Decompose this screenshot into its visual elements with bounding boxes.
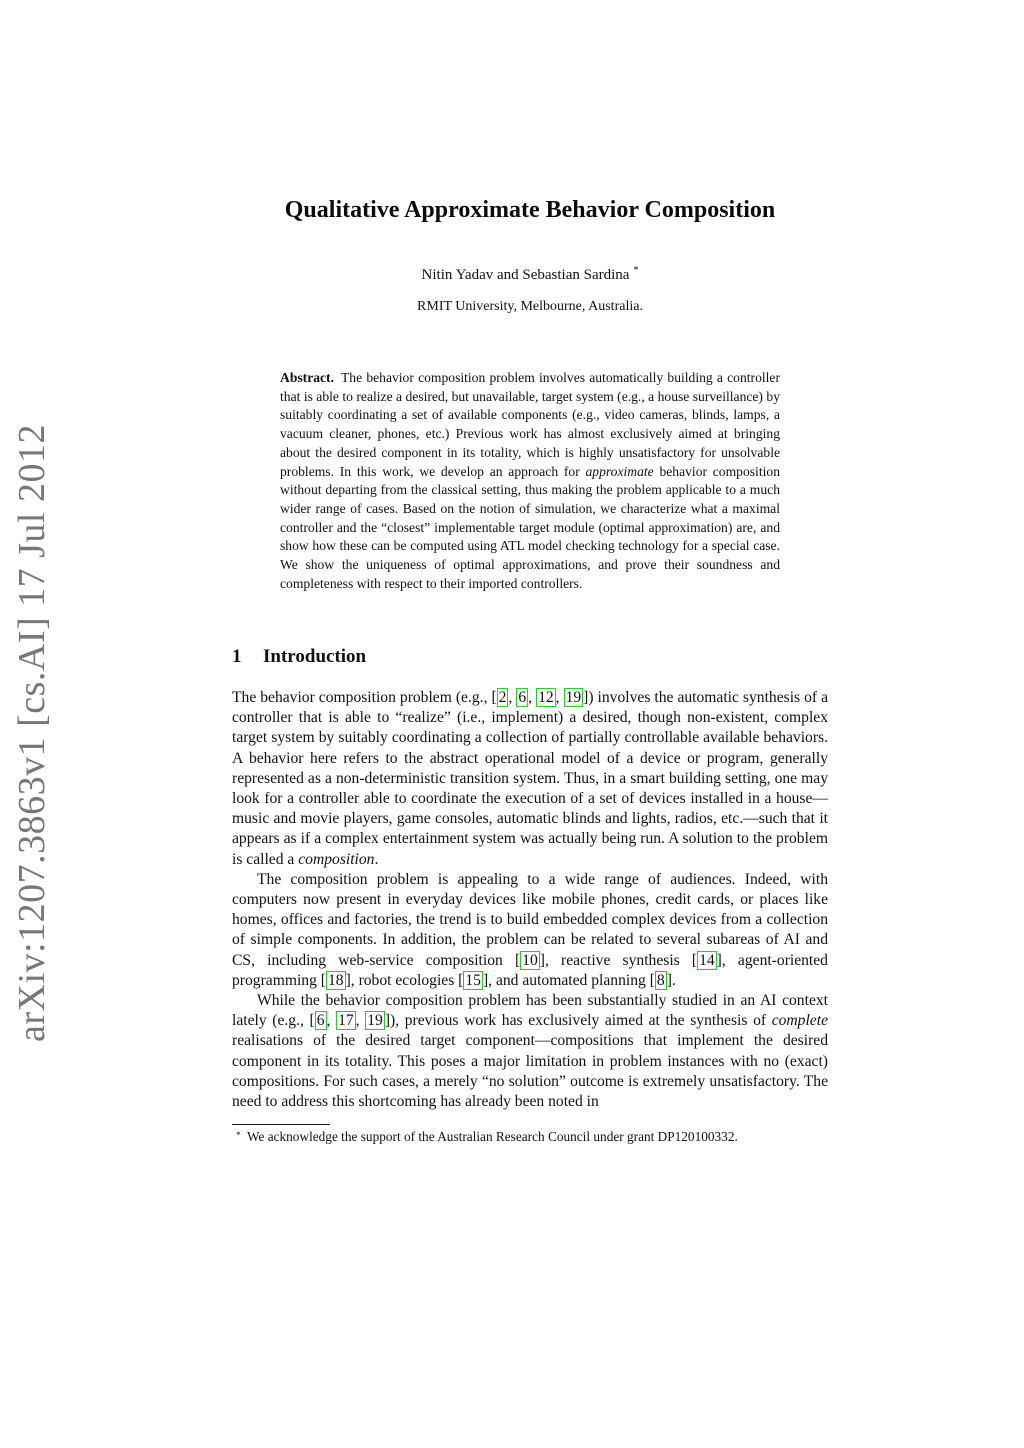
abstract-label: Abstract. — [280, 370, 334, 385]
footnote-text: We acknowledge the support of the Australian Research Council under grant DP120100332. — [247, 1129, 738, 1144]
citation-link[interactable]: 8 — [656, 971, 665, 989]
paragraph-1: The behavior composition problem (e.g., [ 2 , 6 , 12 , 19 ]) involves the automatic synthesis of a controller that is able to “realize” (i.e., implement) a desired, though non-existent, complex target system by suitably coordinating a collection of partially controllable available behaviors. A behavior here refers to the abstract operational model of a device or program, generally represented as a non-deterministic transition system. Thus, in a smart building setting, one may look for a controller able to coordinate the execution of a set of devices installed in a house—music and movie players, game consoles, automatic blinds and lights, radios, etc.—such that it appears as if a complex entertainment system was actually being run. A solution to the problem is called a composition. — [232, 689, 829, 868]
p1-text: ]) involves the automatic synthesis of a controller that is able to “realize” (i.e., implement) a desired, though non-existent, complex target system by suitably coordinating a collection of partially controllable available behaviors. A behavior here refers to the abstract operational model of a device or program, generally represented as a non-deterministic transition system. Thus, in a smart building setting, one may look for a controller able to coordinate the execution of a set of devices installed in a house—music and movie players, game consoles, automatic blinds and lights, radios, etc.—such that it appears as if a complex entertainment system was actually being run. A solution to the problem is called a — [232, 689, 829, 868]
citation-link[interactable]: 14 — [699, 951, 715, 969]
section-heading — [232, 644, 828, 670]
author-footnote-mark: * — [633, 265, 639, 276]
footnote — [232, 1128, 828, 1146]
footnote-mark: * — [236, 1130, 241, 1140]
paragraph-2 — [232, 870, 828, 991]
p3-text: ]), previous work has exclusively aimed at the synthesis of — [384, 1012, 772, 1030]
abstract-text-part-2: behavior composition without departing from the classical setting, thus making the problem applicable to a much wider range of cases. Based on the notion of simulation, we characterize what a maximal controller and the “closest” implementable target module (optimal approximation) are, and show how these can be computed using ATL model checking technology for a special case. We show the uniqueness of optimal approximations, and prove their soundness and completeness with respect to their imported controllers. — [280, 463, 780, 591]
paper-title: Qualitative Approximate Behavior Composition — [284, 197, 776, 223]
citation-link[interactable]: 19 — [367, 1012, 383, 1030]
section-number: 1 — [232, 646, 242, 667]
p2-text: ], and automated planning [ — [482, 971, 655, 989]
section-title: Introduction — [263, 646, 367, 667]
footnote-rule — [232, 1124, 330, 1125]
citation-link[interactable]: 17 — [338, 1012, 354, 1030]
citation-link[interactable]: 15 — [465, 971, 481, 989]
affiliation: RMIT University, Melbourne, Australia. — [417, 299, 643, 314]
p3-text: While the behavior composition problem has been substantially studied in an AI context lately (e.g., [ — [232, 992, 828, 1030]
citation-link[interactable]: 19 — [565, 689, 582, 706]
p2-text: ]. — [666, 971, 676, 989]
citation-link[interactable]: 12 — [538, 689, 554, 706]
abstract-text-part-1: The behavior composition problem involves automatically building a controller that is able to realize a desired, but unavailable, target system (e.g., a house surveillance) by suitably coordinating a set of available components (e.g., video cameras, blinds, lamps, a vacuum cleaner, phones, etc.) Previous work has almost exclusively aimed at bringing about the desired component in its totality, which is highly unsatisfactory for unsolvable problems. In this work, we develop an approach for — [280, 370, 780, 479]
citation-link[interactable]: 6 — [518, 689, 527, 706]
citation-link[interactable]: 18 — [327, 971, 344, 989]
citation-link[interactable]: 10 — [522, 951, 538, 969]
p3-emphasis: complete — [771, 1012, 828, 1030]
citation-link[interactable]: 2 — [498, 689, 507, 706]
p3-text: realisations of the desired target component—compositions that implement the desired component in its totality. This poses a major limitation in problem instances with no (exact) compositions. For such cases, a merely “no solution” outcome is extremely unsatisfactory. The need to address this shortcoming has already been noted in — [232, 1032, 828, 1111]
p1-text: . — [374, 850, 379, 868]
citation-link[interactable]: 6 — [316, 1012, 325, 1030]
abstract — [280, 369, 780, 593]
body-text — [232, 688, 828, 1112]
abstract-emphasis: approximate — [585, 463, 654, 479]
p2-text: ], agent-oriented programming [ — [232, 951, 828, 989]
paragraph-3: While the behavior composition problem has been substantially studied in an AI context lately (e.g., [ 6 , 17 , 19 ]), previous work has exclusively aimed at the synthesis of complete realisations of the desired target component—compositions that implement the desired component in its totality. This poses a major limitation in problem instances with no (exact) compositions. For such cases, a merely “no solution” outcome is extremely unsatisfactory. The need to address this shortcoming has already been noted in — [232, 992, 828, 1111]
p2-text: ], robot ecologies [ — [345, 971, 464, 989]
author-names: Nitin Yadav and Sebastian Sardina — [421, 267, 630, 283]
p2-text: ], reactive synthesis [ — [539, 951, 698, 969]
authors-line — [232, 259, 828, 287]
p1-text: The behavior composition problem (e.g., [ — [232, 689, 497, 706]
p1-emphasis: composition — [298, 850, 375, 868]
p2-text: The composition problem is appealing to a wide range of audiences. Indeed, with computers now present in everyday devices like mobile phones, credit cards, or places like homes, offices and factories, the trend is to build embedded complex devices from a collection of simple components. In addition, the problem can be related to several subareas of AI and CS, including web-service composition [ — [232, 870, 828, 969]
arxiv-side-stamp: arXiv:1207.3863v1 [cs.AI] 17 Jul 2012 — [11, 424, 53, 1042]
